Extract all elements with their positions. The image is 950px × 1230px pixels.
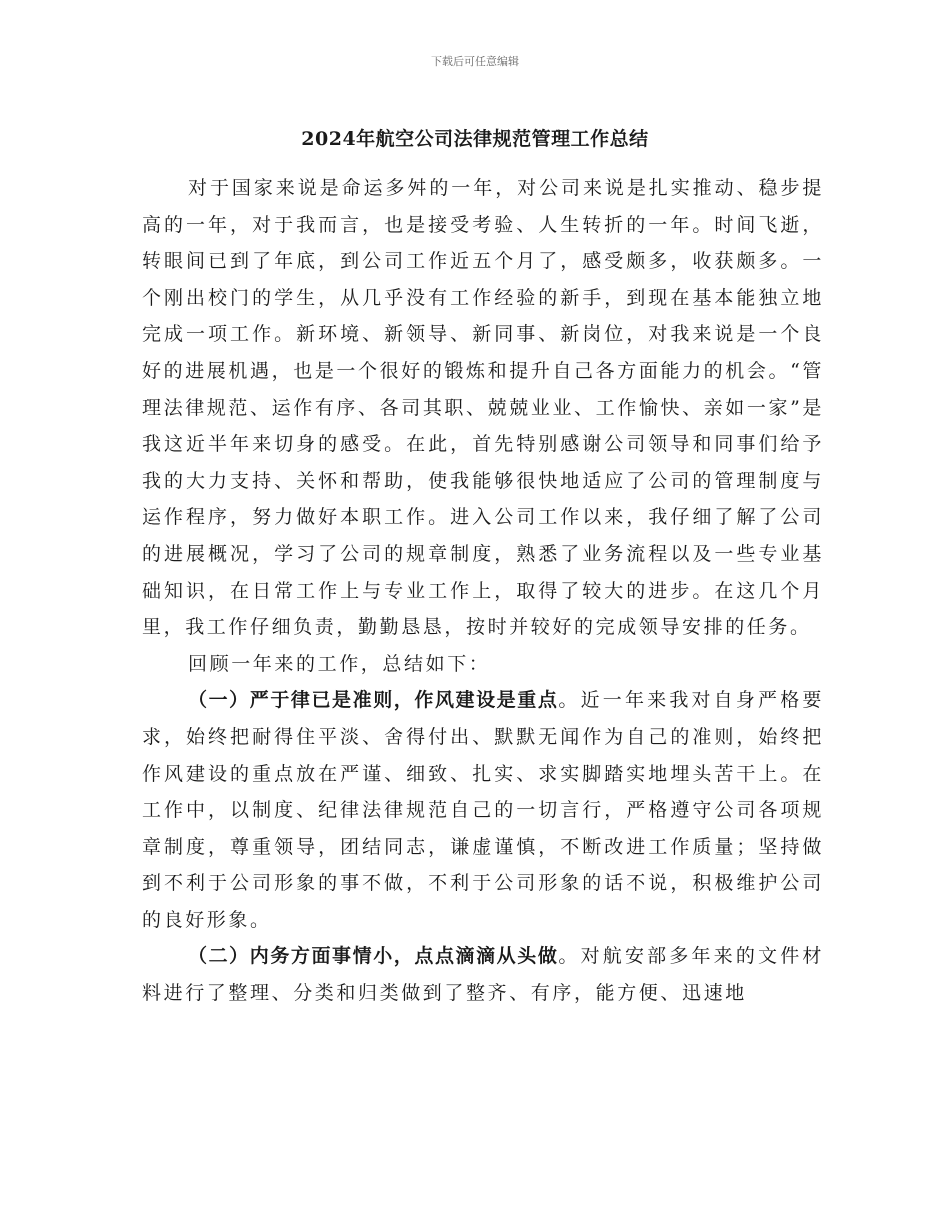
paragraph-intro: 对于国家来说是命运多舛的一年，对公司来说是扎实推动、稳步提高的一年，对于我而言，也是接受考验、人生转折的一年。时间飞逝，转眼间已到了年底，到公司工作近五个月了，感受颇多，收获颇多。一个刚出校门的学生，从几乎没有工作经验的新手，到现在基本能独立地完成一项工作。新环境、新领导、新同事、新岗位，对我来说是一个良好的进展机遇，也是一个很好的锻炼和提升自己各方面能力的机会。“管理法律规范、运作有序、各司其职、兢兢业业、工作愉快、亲如一家”是我这近半年来切身的感受。在此，首先特别感谢公司领导和同事们给予我的大力支持、关怀和帮助，使我能够很快地适应了公司的管理制度与运作程序，努力做好本职工作。进入公司工作以来，我仔细了解了公司的进展概况，学习了公司的规章制度，熟悉了业务流程以及一些专业基础知识，在日常工作上与专业工作上，取得了较大的进步。在这几个月里，我工作仔细负责，勤勤恳恳，按时并较好的完成领导安排的任务。 [142, 177, 824, 639]
paragraph-section-1 [142, 682, 824, 938]
document-title: 2024年航空公司法律规范管理工作总结 [301, 128, 649, 150]
header-note: 下载后可任意编辑 [431, 55, 519, 68]
section-2-text: 。对航安部多年来的文件材料进行了整理、分类和归类做到了整齐、有序，能方便、迅速地 [142, 945, 824, 1005]
section-2-heading: （二）内务方面事情小，点点滴滴从头做 [188, 945, 559, 968]
document-body [142, 170, 824, 1012]
section-1-heading: （一）严于律已是准则，作风建设是重点 [188, 689, 559, 712]
paragraph-section-2 [142, 938, 824, 1011]
paragraph-review: 回顾一年来的工作，总结如下： [188, 652, 491, 675]
section-1-text: 。近一年来我对自身严格要求，始终把耐得住平淡、舍得付出、默默无闻作为自己的准则，始终把作风建设的重点放在严谨、细致、扎实、求实脚踏实地埋头苦干上。在工作中，以制度、纪律法律规范自己的一切言行，严格遵守公司各项规章制度，尊重领导，团结同志，谦虚谨慎，不断改进工作质量；坚持做到不利于公司形象的事不做，不利于公司形象的话不说，积极维护公司的良好形象。 [142, 689, 824, 931]
